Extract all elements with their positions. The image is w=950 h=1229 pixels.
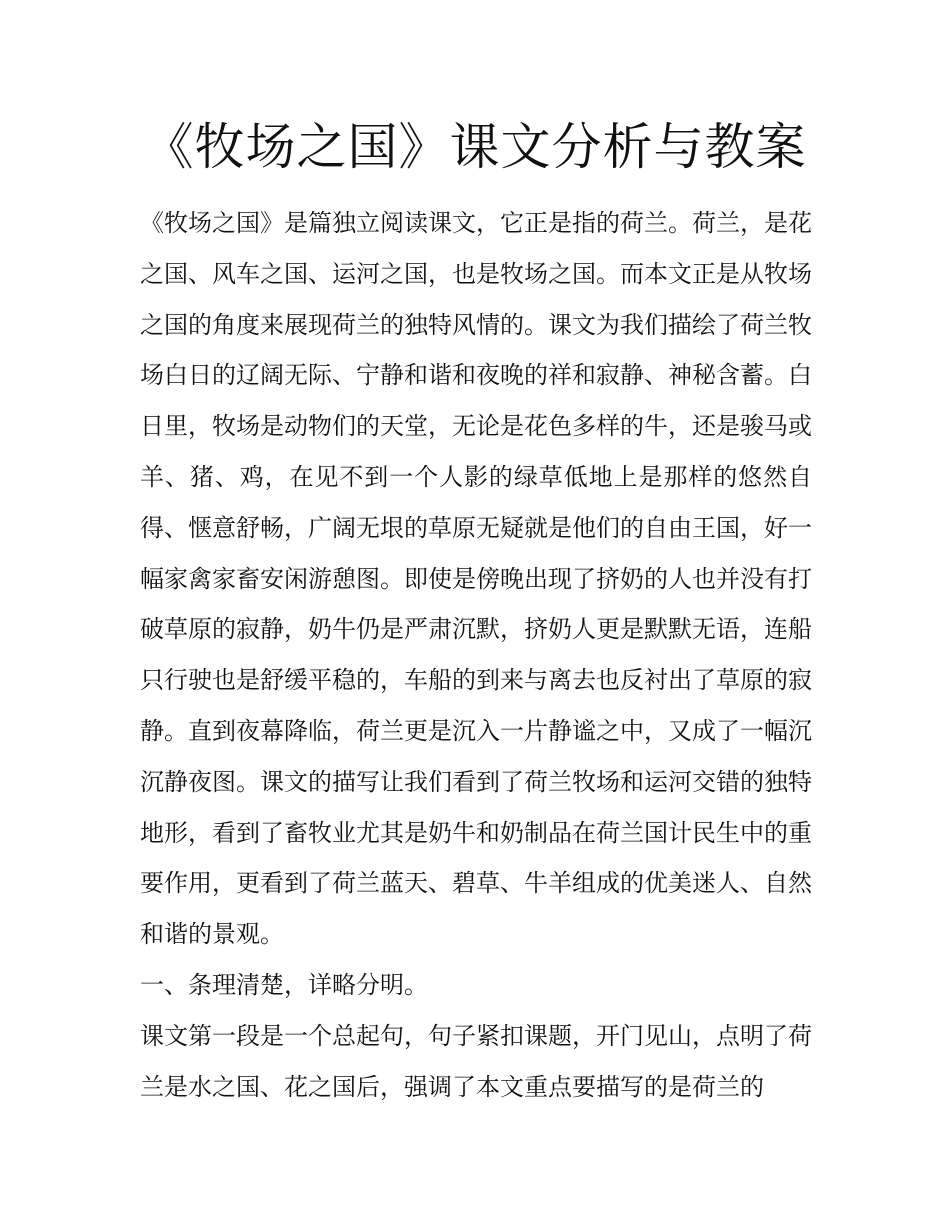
document-body (140, 198, 812, 1112)
section-heading-1: 一、条理清楚，详略分明。 (140, 970, 428, 999)
paragraph-intro: 《牧场之国》是篇独立阅读课文，它正是指的荷兰。荷兰，是花之国、风车之国、运河之国，也是牧场之国。而本文正是从牧场之国的角度来展现荷兰的独特风情的。课文为我们描绘了荷兰牧场白日的辽阔无际、宁静和谐和夜晚的祥和寂静、神秘含蓄。白日里，牧场是动物们的天堂，无论是花色多样的牛，还是骏马或羊、猪、鸡，在见不到一个人影的绿草低地上是那样的悠然自得、惬意舒畅，广阔无垠的草原无疑就是他们的自由王国，好一幅家禽家畜安闲游憩图。即使是傍晚出现了挤奶的人也并没有打破草原的寂静，奶牛仍是严肃沉默，挤奶人更是默默无语，连船只行驶也是舒缓平稳的，车船的到来与离去也反衬出了草原的寂静。直到夜幕降临，荷兰更是沉入一片静谧之中，又成了一幅沉沉静夜图。课文的描写让我们看到了荷兰牧场和运河交错的独特地形，看到了畜牧业尤其是奶牛和奶制品在荷兰国计民生中的重要作用，更看到了荷兰蓝天、碧草、牛羊组成的优美迷人、自然和谐的景观。 (140, 209, 812, 949)
paragraph-section-1: 课文第一段是一个总起句，句子紧扣课题，开门见山，点明了荷兰是水之国、花之国后，强调了本文重点要描写的是荷兰的 (140, 1021, 812, 1101)
document-title: 《牧场之国》课文分析与教案 (143, 118, 807, 176)
